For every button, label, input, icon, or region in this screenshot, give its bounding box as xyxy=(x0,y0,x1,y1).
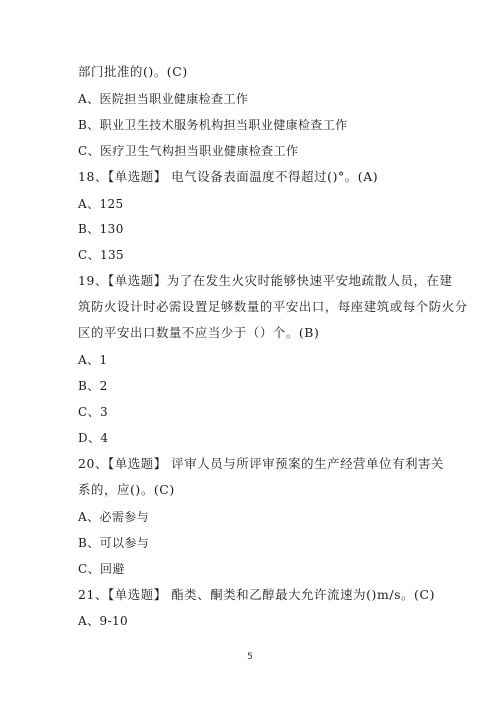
question-17-option-a: A、医院担当职业健康检查工作 xyxy=(78,92,249,106)
question-19-option-d: D、4 xyxy=(78,431,109,445)
question-20-line-1: 20、【单选题】 评审人员与所评审预案的生产经营单位有利害关 xyxy=(78,456,445,471)
question-19-line-2: 筑防火设计时必需设置足够数量的平安出口，每座建筑或每个防火分 xyxy=(78,299,468,314)
question-17-option-b: B、职业卫生技术服务机构担当职业健康检查工作 xyxy=(78,118,348,132)
question-21-option-a: A、9-10 xyxy=(78,614,129,628)
question-18-option-b: B、130 xyxy=(78,222,124,236)
question-20-option-a: A、必需参与 xyxy=(78,510,150,524)
page-number: 5 xyxy=(247,652,253,662)
question-21: 21、【单选题】 酯类、酮类和乙醇最大允许流速为()m/s。(C) xyxy=(78,587,435,602)
question-19-line-1: 19、【单选题】为了在发生火灾时能够快速平安地疏散人员，在建 xyxy=(78,273,453,288)
question-19-option-c: C、3 xyxy=(78,405,109,419)
question-19-option-b: B、2 xyxy=(78,379,108,393)
question-17-option-c: C、医疗卫生气构担当职业健康检查工作 xyxy=(78,144,299,158)
question-17-continuation: 部门批准的()。(C) xyxy=(78,64,188,79)
question-20-line-2: 系的，应()。(C) xyxy=(78,482,175,497)
question-18-option-a: A、125 xyxy=(78,197,124,211)
question-20-option-c: C、回避 xyxy=(78,562,125,576)
question-19-option-a: A、1 xyxy=(78,353,108,367)
question-18: 18、【单选题】 电气设备表面温度不得超过()°。(A) xyxy=(78,169,379,184)
question-19-line-3: 区的平安出口数量不应当少于（）个。(B) xyxy=(78,325,320,340)
question-18-option-c: C、135 xyxy=(78,248,125,262)
question-20-option-b: B、可以参与 xyxy=(78,536,150,550)
